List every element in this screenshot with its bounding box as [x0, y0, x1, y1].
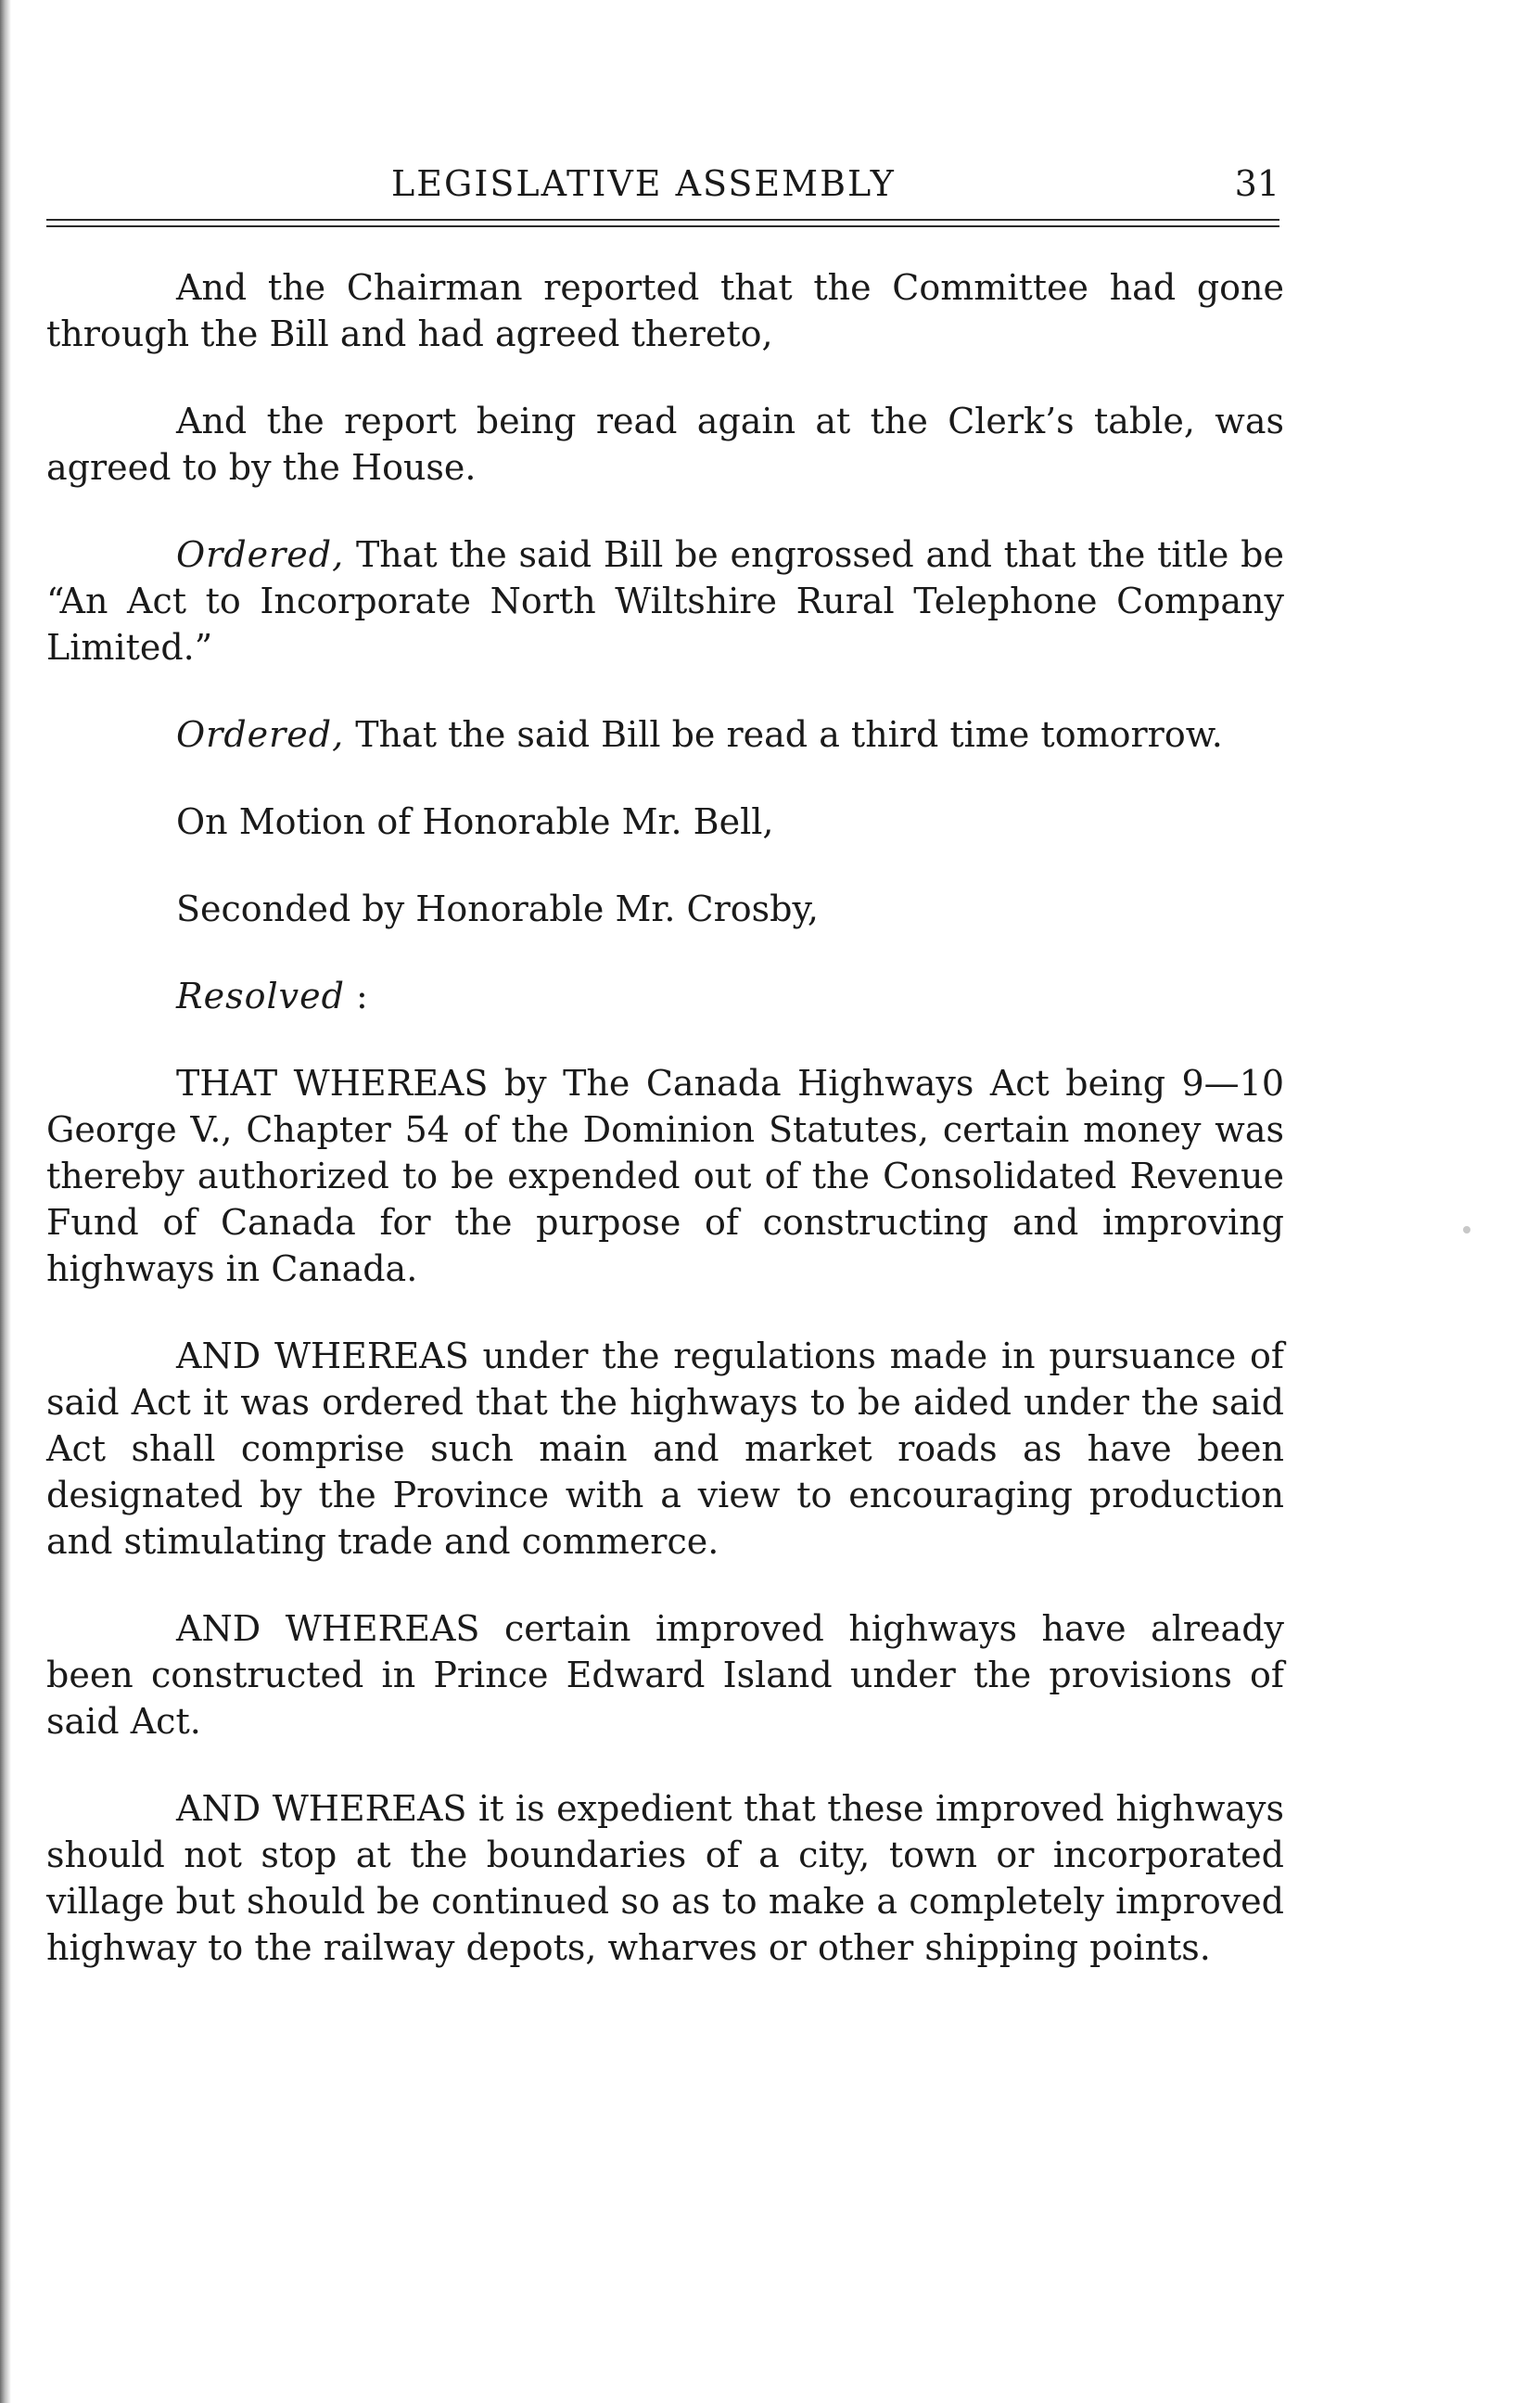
- paragraph-motion: [46, 799, 1284, 845]
- paragraph-report-agreed: [46, 398, 1284, 491]
- header-rule-top: [46, 219, 1279, 221]
- paragraph-ordered-engrossed: [46, 531, 1284, 671]
- paragraph-text: AND WHEREAS certain improved highways have already been constructed in Prince Edward Island under the provisions of said Act.: [46, 1608, 1284, 1742]
- paragraph-text: And the Chairman reported that the Committee had gone through the Bill and had agreed thereto,: [46, 267, 1284, 354]
- paragraph-text: AND WHEREAS under the regulations made in pursuance of said Act it was ordered that the highways to be aided under the said Act shall comprise such main and market roads as have been designated by the Province with a view to encouraging production and stimulating trade and commerce.: [46, 1336, 1284, 1562]
- page-header: [46, 156, 1279, 211]
- paragraph-seconded: [46, 886, 1284, 932]
- resolved-lead: Resolved: [176, 976, 345, 1016]
- header-rule-bottom: [46, 225, 1279, 227]
- paragraph-text: AND WHEREAS it is expedient that these improved highways should not stop at the boundaries of a city, town or incorporated village but should be continued so as to make a completely improved highway to the railway depots, wharves or other shipping points.: [46, 1788, 1284, 1968]
- ordered-lead: Ordered,: [176, 534, 345, 575]
- paragraph-whereas-regulations: [46, 1333, 1284, 1565]
- paragraph-chairman-report: [46, 264, 1284, 357]
- paragraph-text: That the said Bill be read a third time tomorrow.: [344, 714, 1223, 755]
- scan-speck: [1463, 1226, 1470, 1233]
- page-number: 31: [1234, 163, 1279, 204]
- running-title: LEGISLATIVE ASSEMBLY: [391, 163, 896, 204]
- paragraph-ordered-third-reading: [46, 711, 1284, 758]
- paragraph-text: And the report being read again at the Clerk’s table, was agreed to by the House.: [46, 401, 1284, 488]
- body-text: [46, 264, 1284, 2012]
- paragraph-text: THAT WHEREAS by The Canada Highways Act being 9—10 George V., Chapter 54 of the Dominion Statutes, certain money was thereby authorized to be expended out of the Consolidated Revenue Fund of Canada for the purpose of constructing and improving highways in Canada.: [46, 1063, 1284, 1289]
- paragraph-resolved: [46, 973, 1284, 1019]
- paragraph-whereas-expedient: [46, 1785, 1284, 1971]
- paragraph-text: Seconded by Honorable Mr. Crosby,: [176, 888, 819, 929]
- paragraph-text: :: [344, 976, 368, 1016]
- paragraph-whereas-constructed: [46, 1605, 1284, 1745]
- scan-edge-shadow: [0, 0, 11, 2403]
- ordered-lead: Ordered,: [176, 714, 345, 755]
- paragraph-text: That the said Bill be engrossed and that the title be “An Act to Incorporate North Wiltshire Rural Telephone Company Limited.”: [46, 534, 1284, 668]
- paragraph-whereas-highways-act: [46, 1060, 1284, 1292]
- paragraph-text: On Motion of Honorable Mr. Bell,: [176, 801, 774, 842]
